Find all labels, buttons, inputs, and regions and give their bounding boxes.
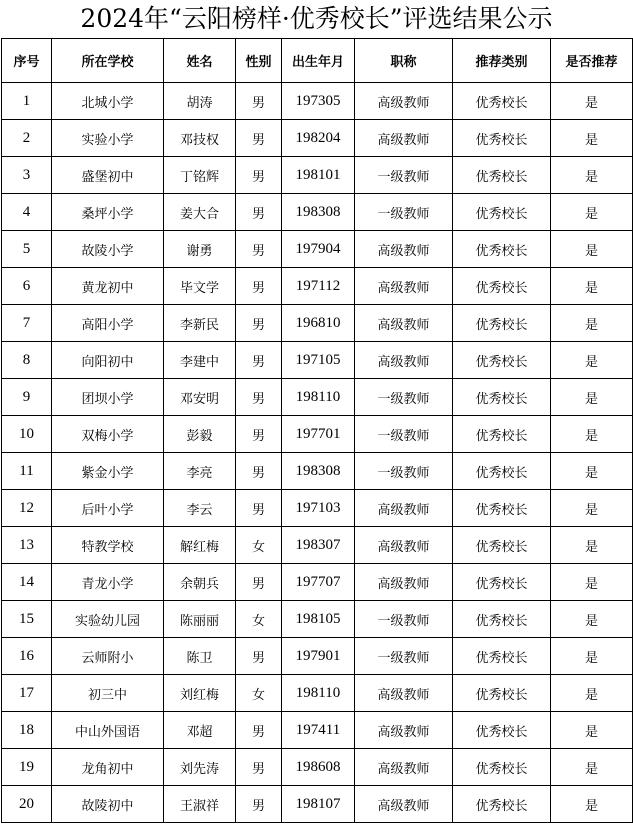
cell-index: 3: [2, 157, 52, 194]
cell-gender: 男: [236, 638, 282, 675]
cell-recommended: 是: [551, 527, 633, 564]
cell-birth: 197901: [282, 638, 355, 675]
header-name: 姓名: [164, 39, 236, 83]
cell-school: 实验幼儿园: [52, 601, 164, 638]
cell-category: 优秀校长: [453, 527, 551, 564]
cell-category: 优秀校长: [453, 120, 551, 157]
cell-birth: 198307: [282, 527, 355, 564]
cell-school: 故陵初中: [52, 786, 164, 823]
cell-title: 高级教师: [355, 490, 453, 527]
cell-gender: 男: [236, 786, 282, 823]
cell-school: 北城小学: [52, 83, 164, 120]
cell-category: 优秀校长: [453, 194, 551, 231]
table-row: [2, 83, 633, 120]
cell-school: 龙角初中: [52, 749, 164, 786]
cell-school: 特教学校: [52, 527, 164, 564]
cell-index: 8: [2, 342, 52, 379]
cell-category: 优秀校长: [453, 564, 551, 601]
cell-index: 18: [2, 712, 52, 749]
table-row: [2, 564, 633, 601]
cell-gender: 女: [236, 527, 282, 564]
cell-gender: 男: [236, 231, 282, 268]
table-row: [2, 601, 633, 638]
cell-recommended: 是: [551, 786, 633, 823]
table-row: [2, 527, 633, 564]
cell-gender: 女: [236, 601, 282, 638]
cell-school: 高阳小学: [52, 305, 164, 342]
cell-recommended: 是: [551, 749, 633, 786]
table-row: [2, 638, 633, 675]
cell-title: 一级教师: [355, 638, 453, 675]
cell-birth: 197904: [282, 231, 355, 268]
cell-school: 团坝小学: [52, 379, 164, 416]
cell-school: 桑坪小学: [52, 194, 164, 231]
cell-index: 16: [2, 638, 52, 675]
cell-gender: 男: [236, 342, 282, 379]
cell-category: 优秀校长: [453, 638, 551, 675]
cell-gender: 男: [236, 490, 282, 527]
table-row: [2, 490, 633, 527]
cell-gender: 男: [236, 268, 282, 305]
cell-name: 姜大合: [164, 194, 236, 231]
cell-index: 10: [2, 416, 52, 453]
cell-name: 陈丽丽: [164, 601, 236, 638]
table-row: [2, 416, 633, 453]
header-gender: 性别: [236, 39, 282, 83]
cell-gender: 女: [236, 675, 282, 712]
cell-recommended: 是: [551, 157, 633, 194]
cell-index: 11: [2, 453, 52, 490]
cell-category: 优秀校长: [453, 305, 551, 342]
table-body: [2, 83, 633, 823]
cell-gender: 男: [236, 379, 282, 416]
cell-gender: 男: [236, 749, 282, 786]
cell-category: 优秀校长: [453, 601, 551, 638]
cell-recommended: 是: [551, 490, 633, 527]
cell-recommended: 是: [551, 231, 633, 268]
cell-gender: 男: [236, 120, 282, 157]
cell-category: 优秀校长: [453, 231, 551, 268]
cell-category: 优秀校长: [453, 157, 551, 194]
table-row: [2, 453, 633, 490]
cell-index: 15: [2, 601, 52, 638]
cell-birth: 198608: [282, 749, 355, 786]
cell-name: 李建中: [164, 342, 236, 379]
table-row: [2, 194, 633, 231]
cell-school: 双梅小学: [52, 416, 164, 453]
cell-index: 2: [2, 120, 52, 157]
cell-category: 优秀校长: [453, 675, 551, 712]
cell-index: 13: [2, 527, 52, 564]
cell-index: 7: [2, 305, 52, 342]
table-row: [2, 749, 633, 786]
cell-recommended: 是: [551, 268, 633, 305]
cell-title: 一级教师: [355, 194, 453, 231]
table-row: [2, 268, 633, 305]
cell-recommended: 是: [551, 379, 633, 416]
cell-recommended: 是: [551, 120, 633, 157]
cell-school: 向阳初中: [52, 342, 164, 379]
cell-school: 后叶小学: [52, 490, 164, 527]
cell-name: 邓安明: [164, 379, 236, 416]
cell-category: 优秀校长: [453, 342, 551, 379]
table-row: [2, 712, 633, 749]
cell-title: 高级教师: [355, 268, 453, 305]
cell-school: 云师附小: [52, 638, 164, 675]
cell-gender: 男: [236, 712, 282, 749]
cell-birth: 197411: [282, 712, 355, 749]
cell-title: 高级教师: [355, 305, 453, 342]
cell-title: 高级教师: [355, 342, 453, 379]
cell-title: 高级教师: [355, 83, 453, 120]
cell-school: 黄龙初中: [52, 268, 164, 305]
cell-birth: 198204: [282, 120, 355, 157]
cell-title: 高级教师: [355, 712, 453, 749]
cell-name: 陈卫: [164, 638, 236, 675]
cell-category: 优秀校长: [453, 749, 551, 786]
cell-title: 一级教师: [355, 453, 453, 490]
cell-gender: 男: [236, 416, 282, 453]
table-row: [2, 157, 633, 194]
header-index: 序号: [2, 39, 52, 83]
cell-index: 20: [2, 786, 52, 823]
cell-index: 14: [2, 564, 52, 601]
cell-index: 5: [2, 231, 52, 268]
cell-birth: 198308: [282, 194, 355, 231]
cell-index: 12: [2, 490, 52, 527]
cell-school: 青龙小学: [52, 564, 164, 601]
cell-title: 高级教师: [355, 786, 453, 823]
cell-category: 优秀校长: [453, 786, 551, 823]
cell-school: 中山外国语: [52, 712, 164, 749]
cell-title: 一级教师: [355, 601, 453, 638]
cell-index: 9: [2, 379, 52, 416]
cell-birth: 198110: [282, 675, 355, 712]
cell-recommended: 是: [551, 416, 633, 453]
cell-category: 优秀校长: [453, 453, 551, 490]
cell-name: 丁铭辉: [164, 157, 236, 194]
table-row: [2, 342, 633, 379]
cell-name: 李云: [164, 490, 236, 527]
cell-recommended: 是: [551, 342, 633, 379]
cell-recommended: 是: [551, 564, 633, 601]
cell-recommended: 是: [551, 83, 633, 120]
cell-title: 高级教师: [355, 749, 453, 786]
cell-name: 刘红梅: [164, 675, 236, 712]
cell-title: 高级教师: [355, 527, 453, 564]
cell-school: 盛堡初中: [52, 157, 164, 194]
cell-title: 高级教师: [355, 120, 453, 157]
cell-school: 实验小学: [52, 120, 164, 157]
cell-recommended: 是: [551, 194, 633, 231]
cell-birth: 197112: [282, 268, 355, 305]
cell-recommended: 是: [551, 675, 633, 712]
table-row: [2, 120, 633, 157]
cell-birth: 197105: [282, 342, 355, 379]
results-table: [1, 38, 633, 823]
cell-gender: 男: [236, 564, 282, 601]
cell-name: 邓超: [164, 712, 236, 749]
cell-birth: 198107: [282, 786, 355, 823]
cell-gender: 男: [236, 453, 282, 490]
header-title: 职称: [355, 39, 453, 83]
cell-index: 6: [2, 268, 52, 305]
cell-title: 一级教师: [355, 416, 453, 453]
cell-category: 优秀校长: [453, 712, 551, 749]
cell-birth: 198308: [282, 453, 355, 490]
cell-recommended: 是: [551, 712, 633, 749]
header-school: 所在学校: [52, 39, 164, 83]
table-row: [2, 786, 633, 823]
cell-title: 高级教师: [355, 231, 453, 268]
cell-name: 王淑祥: [164, 786, 236, 823]
header-row: [2, 39, 633, 83]
cell-birth: 197305: [282, 83, 355, 120]
cell-birth: 197701: [282, 416, 355, 453]
cell-name: 李新民: [164, 305, 236, 342]
cell-name: 彭毅: [164, 416, 236, 453]
cell-title: 一级教师: [355, 379, 453, 416]
cell-category: 优秀校长: [453, 268, 551, 305]
cell-title: 高级教师: [355, 675, 453, 712]
cell-category: 优秀校长: [453, 490, 551, 527]
table-row: [2, 231, 633, 268]
cell-name: 解红梅: [164, 527, 236, 564]
cell-name: 余朝兵: [164, 564, 236, 601]
cell-birth: 196810: [282, 305, 355, 342]
cell-school: 紫金小学: [52, 453, 164, 490]
cell-birth: 198105: [282, 601, 355, 638]
table-row: [2, 675, 633, 712]
cell-name: 刘先涛: [164, 749, 236, 786]
cell-category: 优秀校长: [453, 416, 551, 453]
document-title: 2024年“云阳榜样·优秀校长”评选结果公示: [80, 4, 553, 33]
cell-birth: 197103: [282, 490, 355, 527]
cell-recommended: 是: [551, 453, 633, 490]
cell-name: 毕文学: [164, 268, 236, 305]
cell-recommended: 是: [551, 305, 633, 342]
table-row: [2, 305, 633, 342]
cell-name: 李亮: [164, 453, 236, 490]
cell-gender: 男: [236, 194, 282, 231]
cell-gender: 男: [236, 157, 282, 194]
cell-birth: 197707: [282, 564, 355, 601]
header-category: 推荐类别: [453, 39, 551, 83]
cell-title: 高级教师: [355, 564, 453, 601]
cell-index: 4: [2, 194, 52, 231]
cell-recommended: 是: [551, 638, 633, 675]
cell-name: 胡涛: [164, 83, 236, 120]
cell-school: 初三中: [52, 675, 164, 712]
header-recommended: 是否推荐: [551, 39, 633, 83]
table-row: [2, 379, 633, 416]
cell-name: 谢勇: [164, 231, 236, 268]
cell-recommended: 是: [551, 601, 633, 638]
header-birth: 出生年月: [282, 39, 355, 83]
cell-birth: 198101: [282, 157, 355, 194]
cell-title: 一级教师: [355, 157, 453, 194]
cell-name: 邓技权: [164, 120, 236, 157]
cell-gender: 男: [236, 305, 282, 342]
cell-index: 17: [2, 675, 52, 712]
cell-gender: 男: [236, 83, 282, 120]
cell-category: 优秀校长: [453, 379, 551, 416]
cell-school: 故陵小学: [52, 231, 164, 268]
cell-category: 优秀校长: [453, 83, 551, 120]
cell-index: 19: [2, 749, 52, 786]
cell-birth: 198110: [282, 379, 355, 416]
cell-index: 1: [2, 83, 52, 120]
